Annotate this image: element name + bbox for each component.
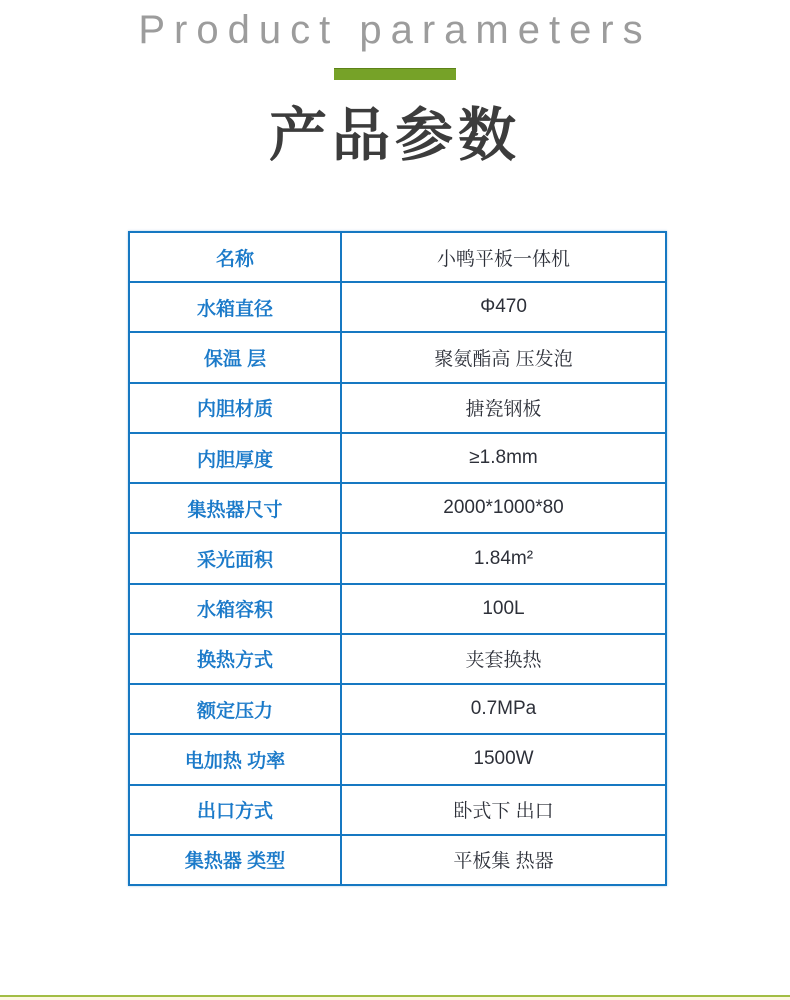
spec-label: 名称 [130,233,342,281]
table-row [130,786,665,836]
green-divider-bar [334,68,456,80]
table-row [130,735,665,785]
table-row [130,233,665,283]
table-row [130,635,665,685]
table-row [130,333,665,383]
next-section-edge [0,995,790,1000]
spec-label: 内胆厚度 [130,434,342,482]
spec-label: 集热器尺寸 [130,484,342,532]
spec-value: 夹套换热 [465,650,542,672]
section-title-chinese: 产品参数 [268,103,521,168]
table-row [130,384,665,434]
table-row [130,685,665,735]
spec-value: 卧式下 出口 [453,801,554,823]
spec-value: 100L [482,597,525,619]
spec-value: 1.84m² [473,547,534,569]
spec-label: 集热器 类型 [130,836,342,884]
spec-value: Φ470 [480,296,527,318]
spec-label: 电加热 功率 [130,735,342,783]
spec-label: 采光面积 [130,534,342,582]
spec-value: 0.7MPa [470,698,537,720]
spec-label: 水箱容积 [130,585,342,633]
spec-label: 水箱直径 [130,283,342,331]
table-row [130,534,665,584]
spec-label: 保温 层 [130,333,342,381]
table-row [130,434,665,484]
spec-value: 平板集 热器 [453,851,554,873]
spec-value: ≥1.8mm [469,447,538,469]
spec-table [128,231,667,886]
table-row [130,283,665,333]
spec-value: 聚氨酯高 压发泡 [434,349,573,371]
spec-label: 额定压力 [130,685,342,733]
spec-label: 出口方式 [130,786,342,834]
table-row [130,836,665,884]
spec-label: 内胆材质 [130,384,342,432]
spec-label: 换热方式 [130,635,342,683]
spec-value: 小鸭平板一体机 [436,248,570,270]
spec-value: 2000*1000*80 [443,497,564,519]
table-row [130,585,665,635]
spec-value: 1500W [473,748,534,770]
table-row [130,484,665,534]
spec-value: 搪瓷钢板 [465,399,542,421]
section-subtitle-english: Product parameters [138,8,652,52]
